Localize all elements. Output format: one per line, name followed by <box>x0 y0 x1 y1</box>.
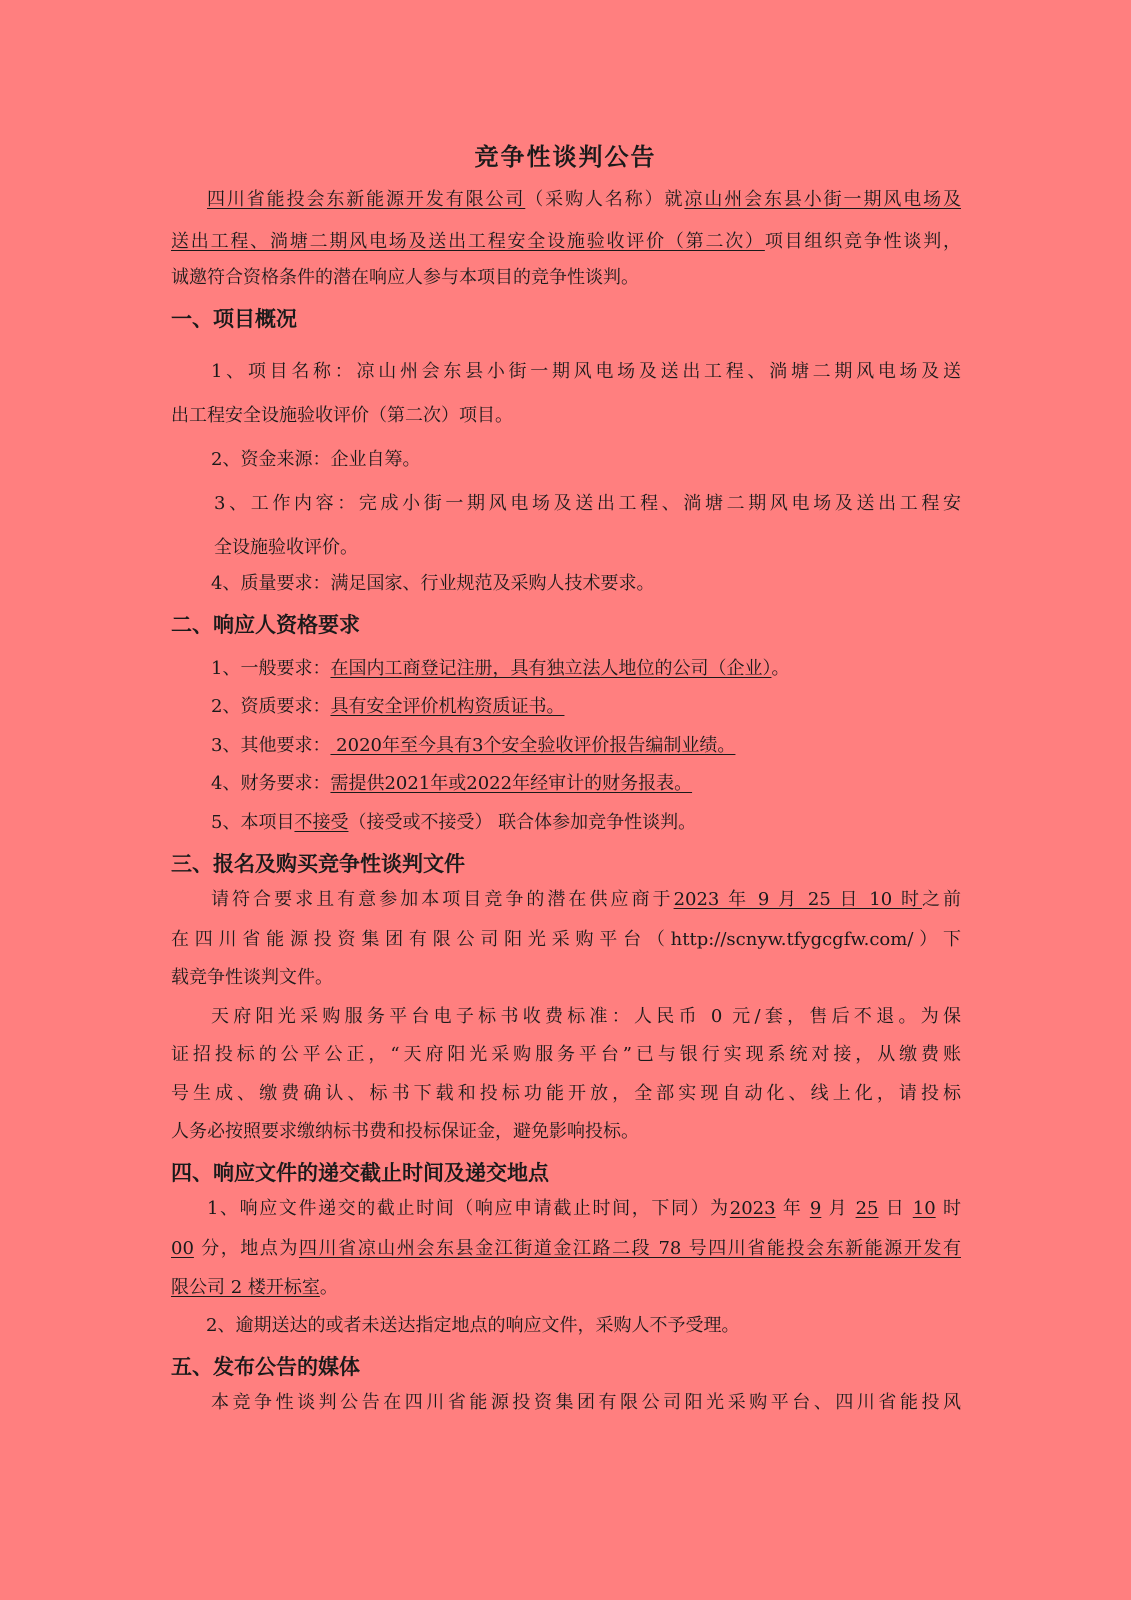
sec2-item1: 1、一般要求：在国内工商登记注册，具有独立法人地位的公司（企业）。 <box>211 658 790 679</box>
project-name-part-1: 凉山州会东县小街一期风电场及 <box>684 189 962 210</box>
project-name-part-2: 送出工程、淌塘二期风电场及送出工程安全设施验收评价（第二次） <box>171 231 765 252</box>
sec3-para2-line2: 证招投标的公平公正，“天府阳光采购服务平台”已与银行实现系统对接，从缴费账 <box>171 1044 961 1065</box>
general-requirement: 在国内工商登记注册，具有独立法人地位的公司（企业） <box>330 658 772 679</box>
purchaser-name: 四川省能投会东新能源开发有限公司 <box>207 189 526 210</box>
document-title: 竞争性谈判公告 <box>474 143 657 171</box>
sec4-para1-line2: 00 分，地点为四川省凉山州会东县金江街道金江路二段 78 号四川省能投会东新能源开发有 <box>171 1238 961 1259</box>
sec3-para2-line3: 号生成、缴费确认、标书下载和投标功能开放，全部实现自动化、线上化，请投标 <box>171 1083 961 1104</box>
financial-requirement: 需提供2021年或2022年经审计的财务报表。 <box>330 773 693 794</box>
intro-line-3: 诚邀符合资格条件的潜在响应人参与本项目的竞争性谈判。 <box>171 267 639 288</box>
consortium-option: 不接受 <box>294 812 349 833</box>
sec1-item3-line2: 全设施验收评价。 <box>214 537 358 558</box>
sec3-para1-line3: 载竞争性谈判文件。 <box>171 967 333 988</box>
section-heading-1: 一、项目概况 <box>171 307 297 331</box>
intro-line-1: 四川省能投会东新能源开发有限公司（采购人名称）就凉山州会东县小街一期风电场及 <box>207 189 962 210</box>
section-heading-2: 二、响应人资格要求 <box>171 613 360 637</box>
sec3-para1-line2: 在四川省能源投资集团有限公司阳光采购平台（http://scnyw.tfygcgfw.com/）下 <box>171 929 961 950</box>
sec1-item1-line1: 1、项目名称：凉山州会东县小街一期风电场及送出工程、淌塘二期风电场及送 <box>211 361 961 382</box>
section-heading-3: 三、报名及购买竞争性谈判文件 <box>171 852 465 876</box>
other-requirement: 2020年至今具有3个安全验收评价报告编制业绩。 <box>330 735 736 756</box>
sec1-item1-line2: 出工程安全设施验收评价（第二次）项目。 <box>171 405 513 426</box>
sec1-item3-line1: 3、工作内容：完成小街一期风电场及送出工程、淌塘二期风电场及送出工程安 <box>214 493 961 514</box>
sec3-para1-line1: 请符合要求且有意参加本项目竞争的潜在供应商于2023 年 9 月 25 日 10 时之前 <box>211 889 962 910</box>
registration-deadline: 2023 年 9 月 25 日 10 时 <box>673 889 922 910</box>
qualification-requirement: 具有安全评价机构资质证书。 <box>330 696 565 717</box>
intro-line-2: 送出工程、淌塘二期风电场及送出工程安全设施验收评价（第二次）项目组织竞争性谈判， <box>171 231 961 252</box>
section-heading-4: 四、响应文件的递交截止时间及递交地点 <box>171 1161 549 1185</box>
sec4-para1-line1: 1、响应文件递交的截止时间（响应申请截止时间，下同）为2023 年 9 月 25 日 10 时 <box>207 1198 961 1219</box>
sec4-para2: 2、逾期送达的或者未送达指定地点的响应文件，采购人不予受理。 <box>206 1315 740 1336</box>
sec1-item4: 4、质量要求：满足国家、行业规范及采购人技术要求。 <box>211 573 655 594</box>
sec1-item2: 2、资金来源：企业自筹。 <box>211 449 421 470</box>
sec2-item5: 5、本项目不接受（接受或不接受） 联合体参加竞争性谈判。 <box>211 812 697 833</box>
sec2-item4: 4、财务要求：需提供2021年或2022年经审计的财务报表。 <box>211 773 693 794</box>
sec3-para2-line1: 天府阳光采购服务平台电子标书收费标准：人民币 0 元/套，售后不退。为保 <box>211 1006 961 1027</box>
sec4-para1-line3: 限公司 2 楼开标室。 <box>171 1277 338 1298</box>
sec3-para2-line4: 人务必按照要求缴纳标书费和投标保证金，避免影响投标。 <box>171 1121 639 1142</box>
sec2-item3: 3、其他要求： 2020年至今具有3个安全验收评价报告编制业绩。 <box>211 735 736 756</box>
section-heading-5: 五、发布公告的媒体 <box>171 1355 360 1379</box>
sec5-para1-line1: 本竞争性谈判公告在四川省能源投资集团有限公司阳光采购平台、四川省能投风 <box>211 1392 961 1413</box>
sec2-item2: 2、资质要求：具有安全评价机构资质证书。 <box>211 696 565 717</box>
submission-address: 四川省凉山州会东县金江街道金江路二段 78 号四川省能投会东新能源开发有 <box>299 1238 961 1259</box>
